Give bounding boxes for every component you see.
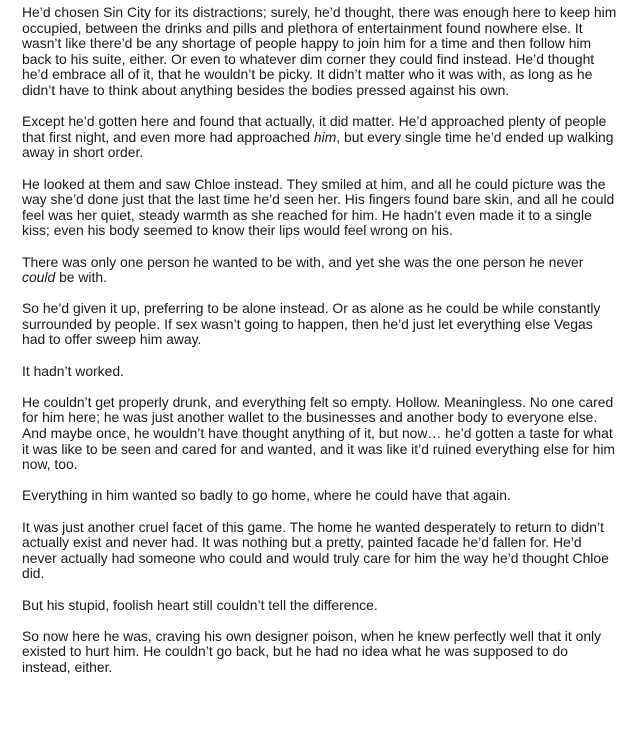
paragraph-2-after: , but every single time he’d ended up walking away in short order. (22, 128, 614, 161)
paragraph-8: Everything in him wanted so badly to go home, where he could have that again. (22, 487, 511, 504)
paragraph-1: He’d chosen Sin City for its distractions; surely, he’d thought, there was enough here to keep him occupied, between the drinks and pills and plethora of entertainment found nowhere else. It wasn’t like there’d be any shortage of people happy to join him for a time and then follow him back to his suite, either. Or even to whatever dim corner they could find instead. He’d thought he’d embrace all of it, that he wouldn’t be picky. It didn’t matter who it was with, as long as he didn’t have to think about anything besides the bodies pressed against his own. (22, 4, 617, 98)
paragraph-5: So he’d given it up, preferring to be alone instead. Or as alone as he could be while constantly surrounded by people. If sex wasn’t going to happen, then he’d just let everything else Vegas had to offer sweep him away. (22, 300, 601, 348)
paragraph-2-before: Except he’d gotten here and found that actually, it did matter. He’d approached plenty of people that first night, and even more had approached (22, 113, 607, 145)
paragraph-2 (22, 114, 618, 161)
paragraph-7: He couldn’t get properly drunk, and everything felt so empty. Hollow. Meaningless. No one cared for him here; he was just another wallet to the businesses and another body to everyone else. And maybe once, he wouldn’t have thought anything of it, but now… he’d gotten a taste for what it was like to be seen and cared for and wanted, and it was like it’d ruined everything else for him now, too. (22, 393, 615, 473)
paragraph-10: But his stupid, foolish heart still couldn’t tell the difference. (22, 596, 378, 613)
paragraph-4-before: There was only one person he wanted to be with, and yet she was the one person he never (22, 253, 584, 270)
paragraph-4 (22, 255, 618, 286)
paragraph-3: He looked at them and saw Chloe instead. They smiled at him, and all he could picture was the way she’d done just that the last time he’d seen her. His fingers found bare skin, and all he could feel was her quiet, steady warmth as she reached for him. He hadn’t even made it to a single kiss; even his body seemed to know their lips would feel wrong on his. (22, 175, 615, 239)
paragraph-4-emphasis: could (22, 269, 56, 286)
paragraph-11: So now here he was, craving his own designer poison, when he knew perfectly well that it only existed to hurt him. He couldn’t go back, but he had no idea what he was supposed to do instead, either. (22, 627, 602, 675)
paragraph-6: It hadn’t worked. (22, 362, 124, 379)
paragraph-2-emphasis: him (313, 128, 337, 145)
paragraph-4-after: be with. (55, 269, 107, 286)
paragraph-9: It was just another cruel facet of this game. The home he wanted desperately to return to didn’t actually exist and never had. It was nothing but a pretty, painted facade he’d fallen for. He’d never actually had someone who could and would truly care for him the way he’d thought Chloe did. (22, 518, 609, 582)
story-text (0, 5, 630, 676)
